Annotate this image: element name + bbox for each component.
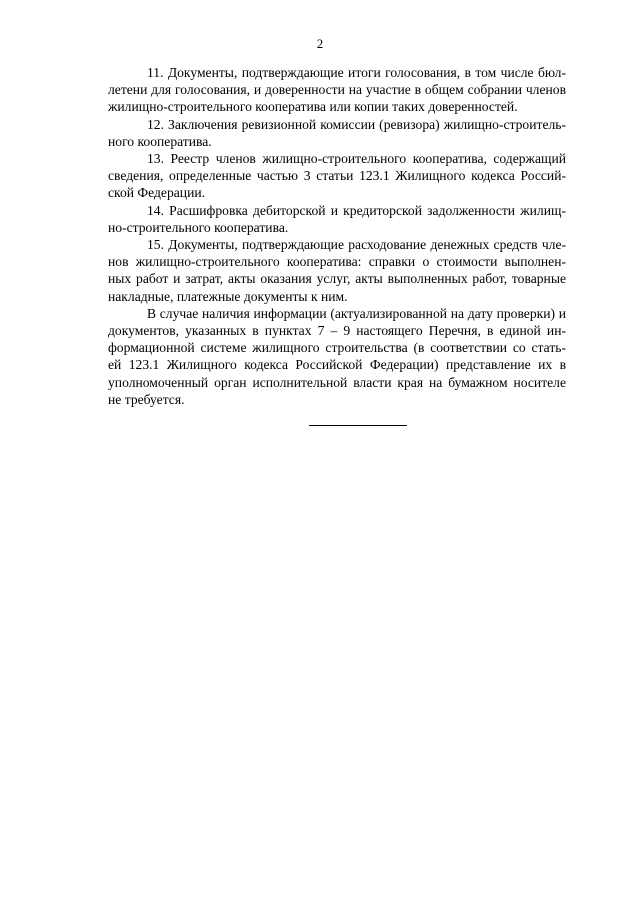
- list-item-15: [108, 236, 566, 305]
- page-number: 2: [316, 36, 324, 51]
- paragraph-line: документов, указанных в пунктах 7 – 9 настоящего Перечня, в единой ин-: [108, 323, 566, 339]
- paragraph-line: 12. Заключения ревизионной комиссии (ревизора) жилищно-строитель-: [147, 116, 566, 132]
- paragraph-line: формационной системе жилищного строительства (в соответствии со стать-: [108, 340, 566, 356]
- paragraph-line: ской Федерации.: [108, 185, 206, 201]
- paragraph-line: сведения, определенные частью 3 статьи 123.1 Жилищного кодекса Россий-: [108, 168, 566, 184]
- list-item-14: [108, 202, 566, 236]
- paragraph-line: накладные, платежные документы к ним.: [108, 288, 348, 304]
- paragraph-line: но-строительного кооператива.: [108, 219, 289, 235]
- paragraph-line: В случае наличия информации (актуализированной на дату проверки) и: [147, 305, 566, 321]
- paragraph-line: ей 123.1 Жилищного кодекса Российской Федерации) представление их в: [108, 357, 566, 373]
- paragraph-line: ных работ и затрат, акты оказания услуг, акты выполненных работ, товарные: [108, 271, 566, 287]
- paragraph-line: ного кооператива.: [108, 133, 212, 149]
- paragraph-line: 11. Документы, подтверждающие итоги голосования, в том числе бюл-: [147, 65, 566, 80]
- end-of-document-rule: [309, 425, 407, 426]
- document-body: [108, 64, 566, 408]
- paragraph-line: не требуется.: [108, 391, 185, 407]
- closing-paragraph: [108, 305, 566, 408]
- paragraph-line: жилищно-строительного кооператива или копии таких доверенностей.: [108, 99, 518, 115]
- paragraph-line: нов жилищно-строительного кооператива: справки о стоимости выполнен-: [108, 254, 566, 270]
- paragraph-line: 13. Реестр членов жилищно-строительного кооператива, содержащий: [147, 151, 566, 167]
- list-item-11: [108, 64, 566, 116]
- paragraph-line: летени для голосования, и доверенности на участие в общем собрании членов: [108, 82, 566, 98]
- list-item-12: [108, 116, 566, 150]
- paragraph-line: 15. Документы, подтверждающие расходование денежных средств чле-: [147, 237, 566, 253]
- paragraph-line: 14. Расшифровка дебиторской и кредиторской задолженности жилищ-: [147, 202, 566, 218]
- paragraph-line: уполномоченный орган исполнительной власти края на бумажном носителе: [108, 374, 566, 390]
- list-item-13: [108, 150, 566, 202]
